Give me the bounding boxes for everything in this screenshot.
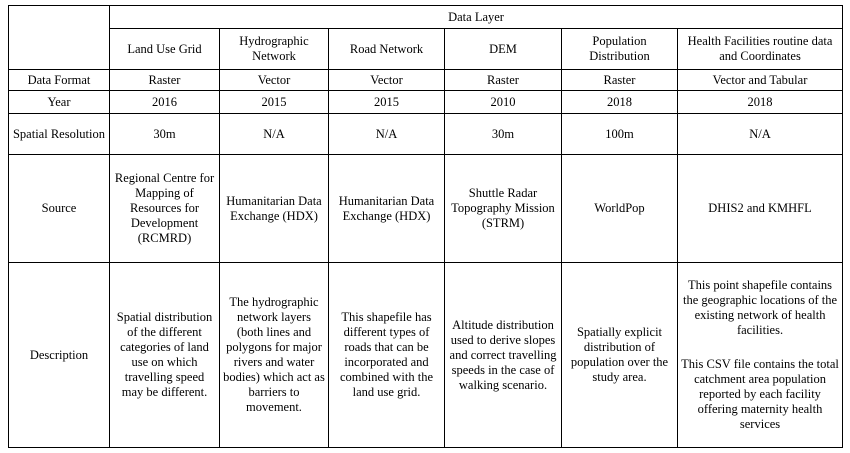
desc-health-shapefile-text: This point shapefile contains the geographic locations of the existing network of health facilities. (682, 278, 838, 337)
cell-format-dem: Raster (445, 70, 562, 91)
cell-format-health: Vector and Tabular (678, 70, 843, 91)
cell-format-population: Raster (562, 70, 678, 91)
cell-res-land-use: 30m (110, 114, 220, 155)
cell-year-land-use: 2016 (110, 91, 220, 114)
cell-year-hydrographic: 2015 (220, 91, 329, 114)
col-header-dem: DEM (445, 29, 562, 70)
cell-format-road: Vector (329, 70, 445, 91)
cell-desc-dem: Altitude distribution used to derive slopes and correct travelling speeds in the case of walking scenario. (445, 263, 562, 448)
cell-desc-population: Spatially explicit distribution of population over the study area. (562, 263, 678, 448)
cell-res-dem: 30m (445, 114, 562, 155)
table-row-spatial-resolution (9, 114, 843, 155)
cell-year-dem: 2010 (445, 91, 562, 114)
cell-format-land-use: Raster (110, 70, 220, 91)
col-header-hydrographic: Hydrographic Network (220, 29, 329, 70)
cell-desc-road: This shapefile has different types of roads that can be incorporated and combined with the land use grid. (329, 263, 445, 448)
col-header-road-network: Road Network (329, 29, 445, 70)
cell-year-road: 2015 (329, 91, 445, 114)
col-header-health-facilities: Health Facilities routine data and Coordinates (678, 29, 843, 70)
row-label-description: Description (9, 263, 110, 448)
row-label-source: Source (9, 155, 110, 263)
layer-header-row (9, 29, 843, 70)
row-label-spatial-resolution: Spatial Resolution (9, 114, 110, 155)
table-row-year (9, 91, 843, 114)
data-layer-table (8, 5, 843, 448)
row-label-data-format: Data Format (9, 70, 110, 91)
table-row-description (9, 263, 843, 448)
cell-source-population: WorldPop (562, 155, 678, 263)
group-header-row (9, 6, 843, 29)
cell-res-road: N/A (329, 114, 445, 155)
cell-res-hydrographic: N/A (220, 114, 329, 155)
cell-year-health: 2018 (678, 91, 843, 114)
cell-source-land-use: Regional Centre for Mapping of Resources for Development (RCMRD) (110, 155, 220, 263)
cell-format-hydrographic: Vector (220, 70, 329, 91)
table-row-data-format (9, 70, 843, 91)
cell-desc-land-use: Spatial distribution of the different categories of land use on which travelling speed may be different. (110, 263, 220, 448)
cell-source-hydrographic: Humanitarian Data Exchange (HDX) (220, 155, 329, 263)
cell-source-health: DHIS2 and KMHFL (678, 155, 843, 263)
col-header-land-use: Land Use Grid (110, 29, 220, 70)
cell-res-population: 100m (562, 114, 678, 155)
cell-desc-hydrographic: The hydrographic network layers (both lines and polygons for major rivers and water bodies) which act as barriers to movement. (220, 263, 329, 448)
data-layer-header: Data Layer (110, 6, 843, 29)
corner-cell (9, 6, 110, 70)
col-header-population: Population Distribution (562, 29, 678, 70)
cell-res-health: N/A (678, 114, 843, 155)
cell-source-road: Humanitarian Data Exchange (HDX) (329, 155, 445, 263)
cell-desc-health (678, 263, 843, 448)
cell-year-population: 2018 (562, 91, 678, 114)
table-row-source (9, 155, 843, 263)
cell-source-dem: Shuttle Radar Topography Mission (STRM) (445, 155, 562, 263)
desc-health-csv-text: This CSV file contains the total catchment area population reported by each facility offering maternity health services (681, 357, 839, 431)
row-label-year: Year (9, 91, 110, 114)
